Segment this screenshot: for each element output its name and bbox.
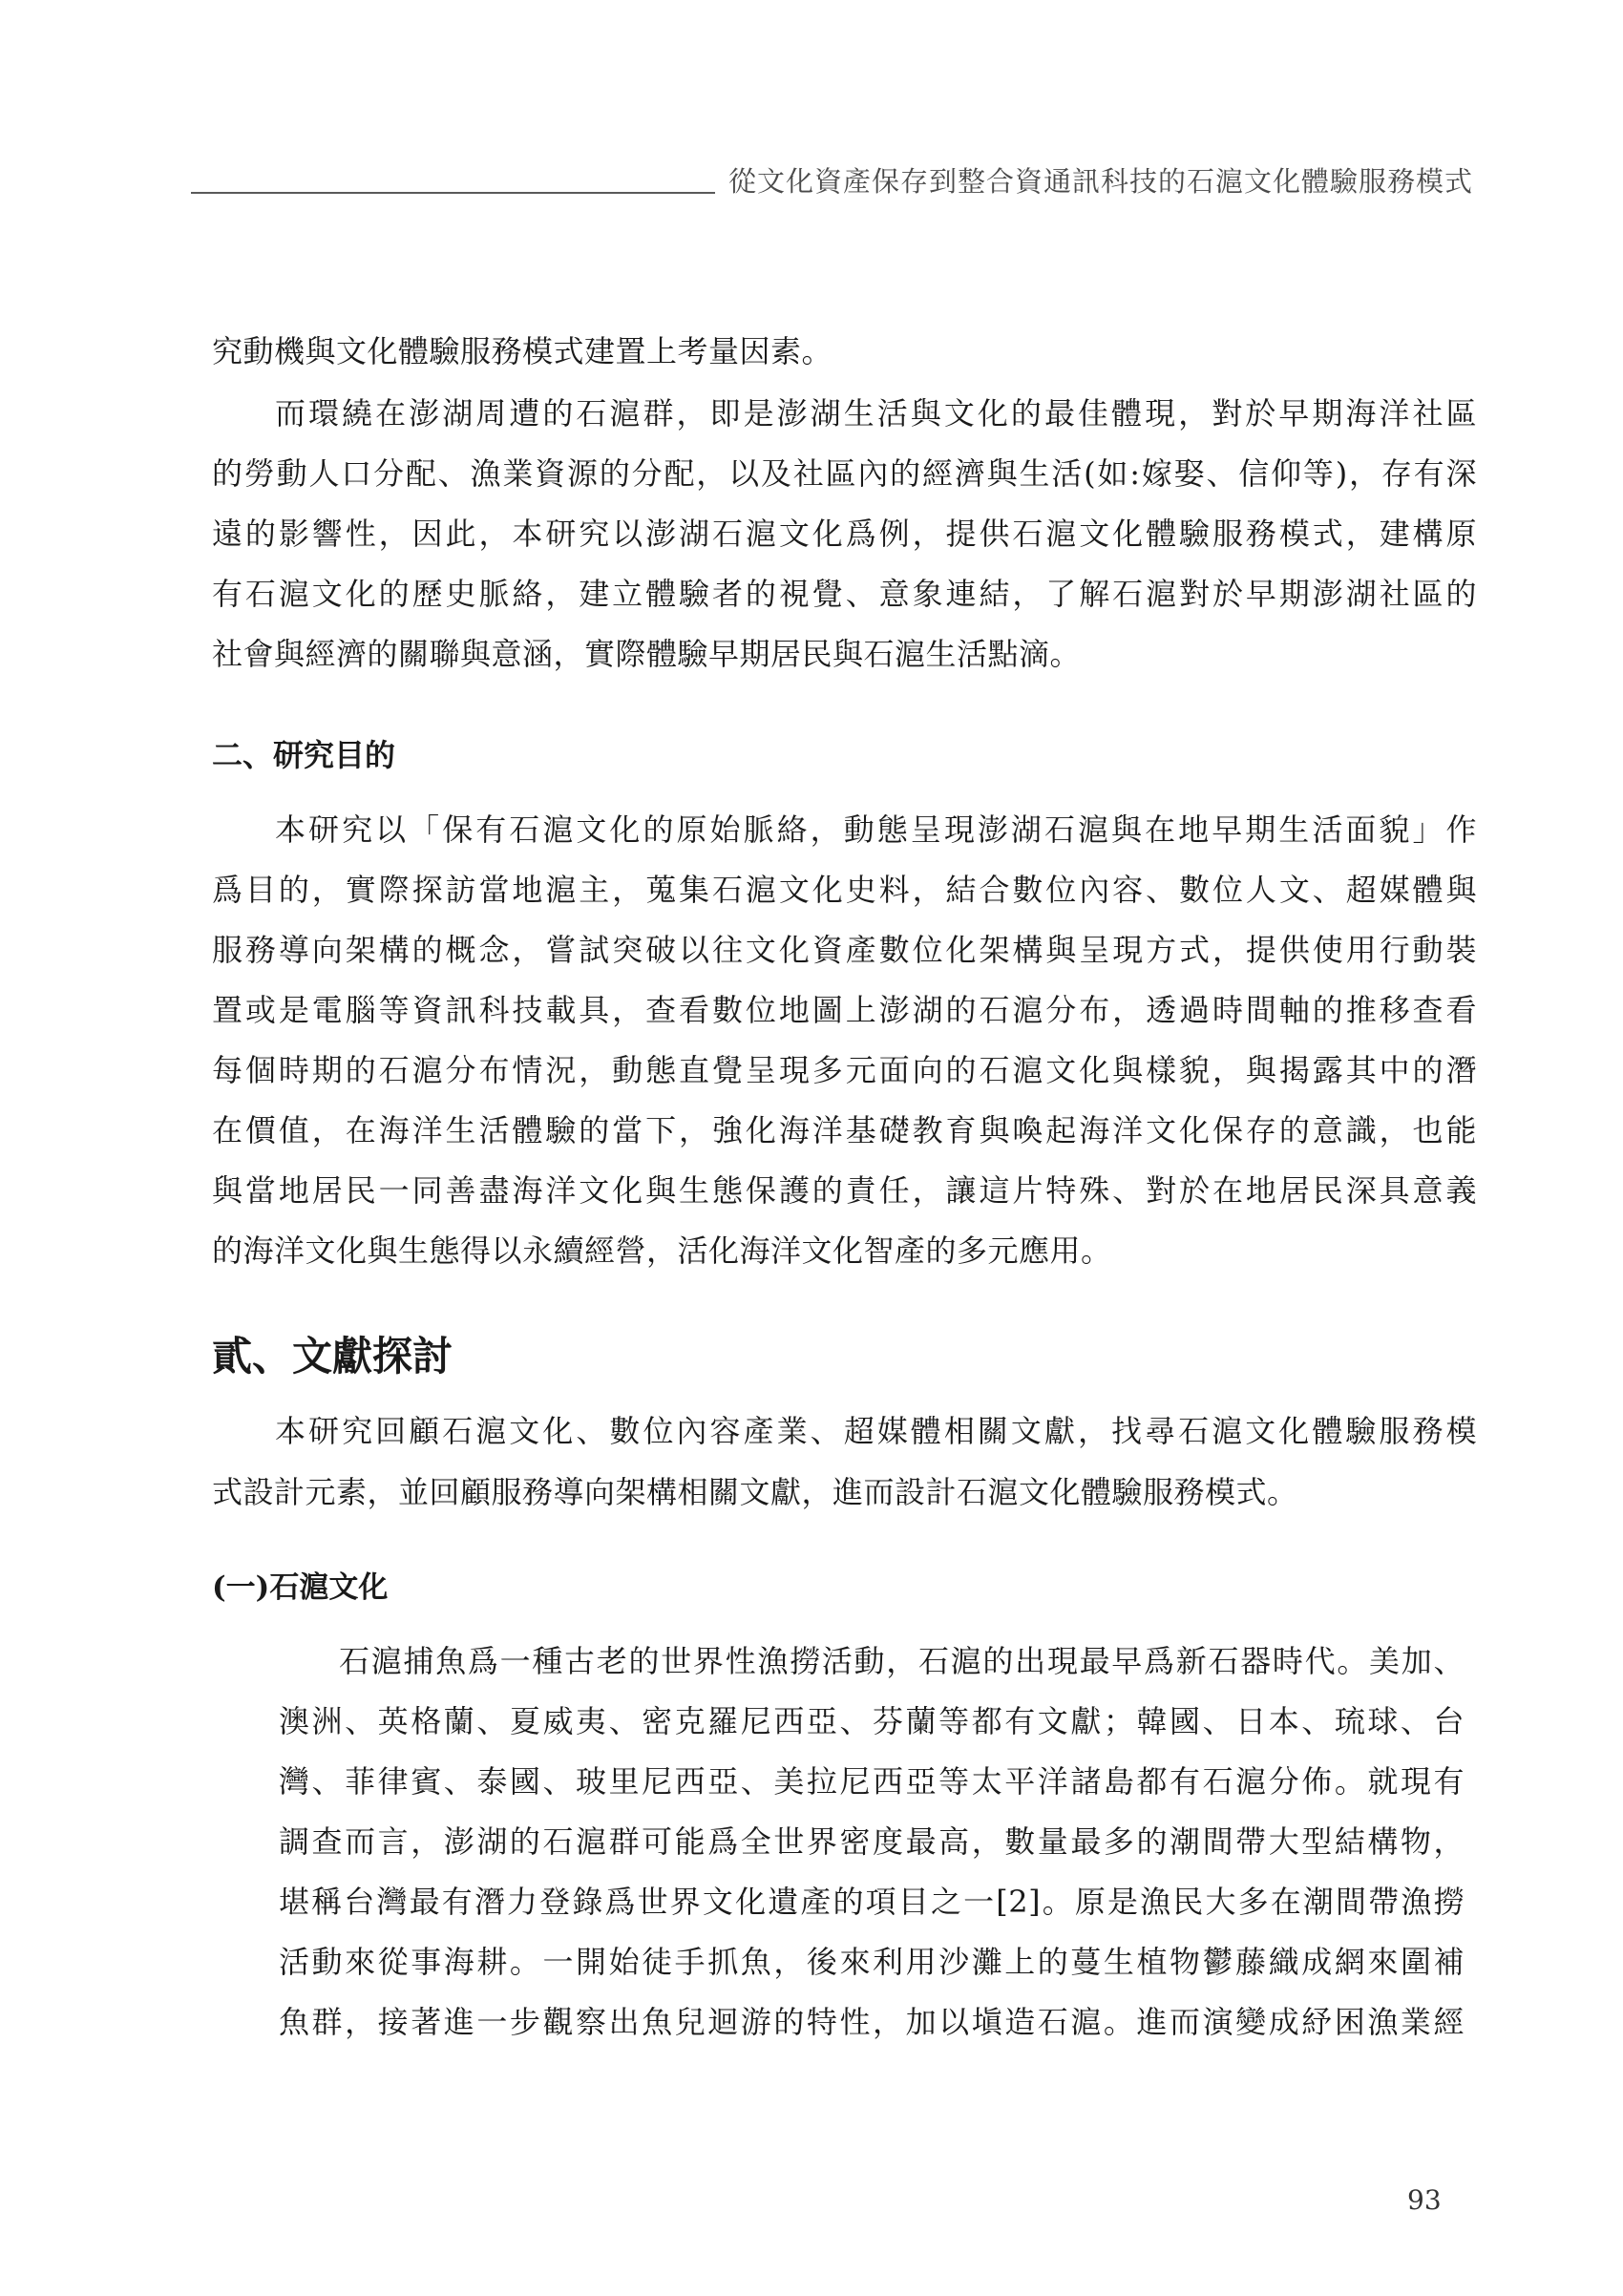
section-line: 每個時期的石滬分布情況，動態直覺呈現多元面向的石滬文化與樣貌，與揭露其中的潛 xyxy=(212,1052,1477,1088)
page-number: 93 xyxy=(1407,2184,1442,2216)
section-heading: 二、研究目的 xyxy=(212,737,396,773)
running-head xyxy=(191,160,1473,200)
chapter-line: 本研究回顧石滬文化、數位內容產業、超媒體相關文獻，找尋石滬文化體驗服務模 xyxy=(275,1413,1477,1449)
subsection-line: 堪稱台灣最有潛力登錄爲世界文化遺產的項目之一[2]。原是漁民大多在潮間帶漁撈 xyxy=(279,1884,1465,1920)
section-line: 爲目的，實際探訪當地滬主，蒐集石滬文化史料，結合數位內容、數位人文、超媒體與 xyxy=(212,872,1477,908)
intro-line: 有石滬文化的歷史脈絡，建立體驗者的視覺、意象連結，了解石滬對於早期澎湖社區的 xyxy=(212,576,1477,612)
subsection-line: 調查而言，澎湖的石滬群可能爲全世界密度最高，數量最多的潮間帶大型結構物， xyxy=(279,1823,1465,1860)
intro-line: 而環繞在澎湖周遭的石滬群，即是澎湖生活與文化的最佳體現，對於早期海洋社區 xyxy=(275,395,1477,432)
chapter-line: 式設計元素，並回顧服務導向架構相關文獻，進而設計石滬文化體驗服務模式。 xyxy=(212,1474,1298,1510)
intro-line: 的勞動人口分配、漁業資源的分配，以及社區內的經濟與生活(如:嫁娶、信仰等)，存有深 xyxy=(212,455,1477,492)
header-rule xyxy=(191,192,715,194)
subsection-heading: (一)石滬文化 xyxy=(212,1570,389,1605)
section-line: 本研究以「保有石滬文化的原始脈絡，動態呈現澎湖石滬與在地早期生活面貌」作 xyxy=(275,811,1477,848)
section-line: 服務導向架構的概念，嘗試突破以往文化資產數位化架構與呈現方式，提供使用行動裝 xyxy=(212,932,1477,968)
subsection-line: 澳洲、英格蘭、夏威夷、密克羅尼西亞、芬蘭等都有文獻；韓國、日本、琉球、台 xyxy=(279,1703,1465,1739)
running-head-title: 從文化資產保存到整合資通訊科技的石滬文化體驗服務模式 xyxy=(727,165,1473,198)
subsection-line: 魚群，接著進一步觀察出魚兒迴游的特性，加以塡造石滬。進而演變成紓困漁業經 xyxy=(279,2004,1465,2040)
intro-line: 究動機與文化體驗服務模式建置上考量因素。 xyxy=(212,333,833,369)
subsection-line: 石滬捕魚爲一種古老的世界性漁撈活動，石滬的出現最早爲新石器時代。美加、 xyxy=(339,1643,1465,1679)
section-line: 的海洋文化與生態得以永續經營，活化海洋文化智產的多元應用。 xyxy=(212,1232,1112,1269)
section-line: 與當地居民一同善盡海洋文化與生態保護的責任，讓這片特殊、對於在地居民深具意義 xyxy=(212,1172,1477,1209)
intro-line: 社會與經濟的關聯與意涵，實際體驗早期居民與石滬生活點滴。 xyxy=(212,636,1082,672)
subsection-line: 灣、菲律賓、泰國、玻里尼西亞、美拉尼西亞等太平洋諸島都有石滬分佈。就現有 xyxy=(279,1763,1465,1800)
section-line: 置或是電腦等資訊科技載具，查看數位地圖上澎湖的石滬分布，透過時間軸的推移查看 xyxy=(212,992,1477,1028)
subsection-line: 活動來從事海耕。一開始徒手抓魚，後來利用沙灘上的蔓生植物鬱藤織成網來圍補 xyxy=(279,1944,1465,1980)
section-line: 在價值，在海洋生活體驗的當下，強化海洋基礎教育與喚起海洋文化保存的意識，也能 xyxy=(212,1112,1477,1148)
intro-line: 遠的影響性，因此，本研究以澎湖石滬文化爲例，提供石滬文化體驗服務模式，建構原 xyxy=(212,516,1477,552)
chapter-heading: 貳、文獻探討 xyxy=(212,1333,453,1380)
